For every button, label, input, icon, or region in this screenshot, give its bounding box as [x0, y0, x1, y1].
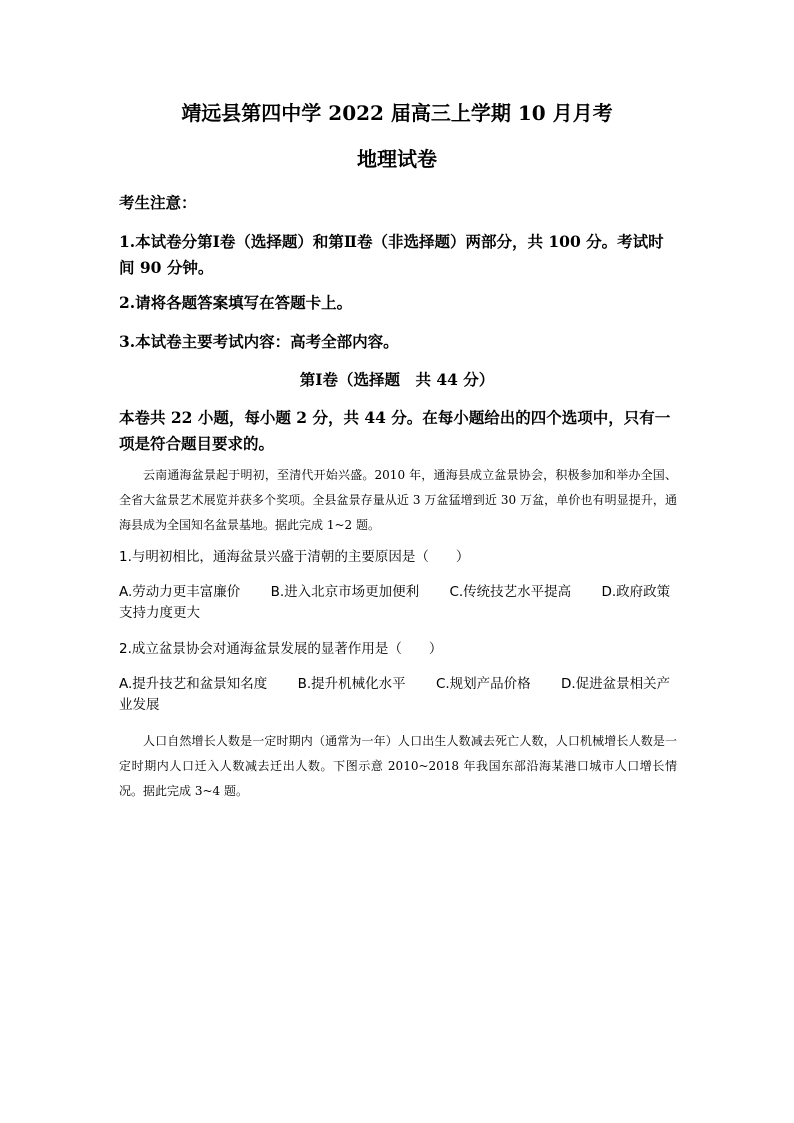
option-d: D.促进盆景相关产业发展: [119, 676, 671, 713]
exam-subtitle: 地理试卷: [357, 147, 437, 171]
notice-heading: 考生注意：: [119, 193, 197, 212]
question-stem: 2.成立盆景协会对通海盆景发展的显著作用是（ ）: [119, 641, 443, 657]
option-c: C.传统技艺水平提高: [449, 584, 572, 600]
notice-item: 1.本试卷分第Ⅰ卷（选择题）和第Ⅱ卷（非选择题）两部分，共 100 分。考试时间 90 分钟。: [119, 232, 664, 277]
question-options: [119, 674, 677, 716]
question-stem: 1.与明初相比，通海盆景兴盛于清朝的主要原因是（ ）: [119, 549, 470, 565]
notice-item: 3.本试卷主要考试内容：高考全部内容。: [119, 332, 399, 351]
option-c: C.规划产品价格: [435, 676, 531, 692]
section-intro: 本卷共 22 小题，每小题 2 分，共 44 分。在每小题给出的四个选项中，只有一项是符合题目要求的。: [119, 408, 671, 453]
reading-passage: 人口自然增长人数是一定时期内（通常为一年）人口出生人数减去死亡人数，人口机械增长人数是一定时期内人口迁入人数减去迁出人数。下图示意 2010~2018 年我国东部沿海某港口城市人口增长情况。据此完成 3~4 题。: [119, 734, 677, 798]
section-title: 第Ⅰ卷（选择题 共 44 分）: [299, 370, 495, 389]
exam-title: 靖远县第四中学 2022 届高三上学期 10 月月考: [181, 101, 613, 125]
option-a: A.提升技艺和盆景知名度: [119, 676, 268, 692]
option-b: B.提升机械化水平: [297, 676, 406, 692]
option-a: A.劳动力更丰富廉价: [119, 584, 241, 600]
reading-passage: 云南通海盆景起于明初，至清代开始兴盛。2010 年，通海县成立盆景协会，积极参加和举办全国、全省大盆景艺术展览并获多个奖项。全县盆景存量从近 3 万盆猛增到近 30 万盆，单价也有明显提升，通海县成为全国知名盆景基地。据此完成 1~2 题。: [119, 468, 677, 532]
notice-item: 2.请将各题答案填写在答题卡上。: [119, 293, 353, 312]
question-options: [119, 582, 677, 624]
option-d: D.政府政策支持力度更大: [119, 584, 671, 621]
option-b: B.进入北京市场更加便利: [270, 584, 420, 600]
